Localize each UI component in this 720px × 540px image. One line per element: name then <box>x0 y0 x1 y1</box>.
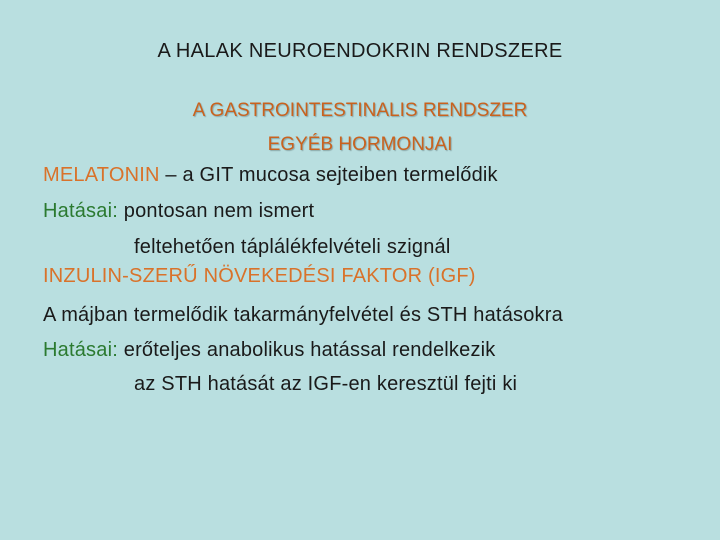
slide-subtitle <box>0 94 720 162</box>
melatonin-effects-text: pontosan nem ismert <box>117 200 315 222</box>
igf-term: INZULIN-SZERŰ NÖVEKEDÉSI FAKTOR (IGF) <box>43 265 476 287</box>
slide-title: A HALAK NEUROENDOKRIN RENDSZERE <box>157 40 563 62</box>
melatonin-effects-line <box>43 200 314 223</box>
melatonin-description: – a GIT mucosa sejteiben termelődik <box>159 164 498 186</box>
melatonin-term: MELATONIN <box>43 164 160 186</box>
melatonin-line <box>43 164 498 187</box>
igf-description: A májban termelődik takarmányfelvétel és STH hatásokra <box>43 304 563 326</box>
subtitle-line-1: A GASTROINTESTINALIS RENDSZER <box>192 100 528 121</box>
igf-effects-line <box>43 339 496 362</box>
melatonin-effects-continuation: feltehetően táplálékfelvételi szignál <box>134 236 451 258</box>
igf-effects-continuation: az STH hatását az IGF-en keresztül fejti ki <box>134 373 518 395</box>
igf-effects-label: Hatásai: <box>43 339 118 361</box>
subtitle-line-2: EGYÉB HORMONJAI <box>267 134 453 155</box>
melatonin-effects-label: Hatásai: <box>43 200 118 222</box>
igf-effects-text: erőteljes anabolikus hatással rendelkezik <box>117 339 496 361</box>
